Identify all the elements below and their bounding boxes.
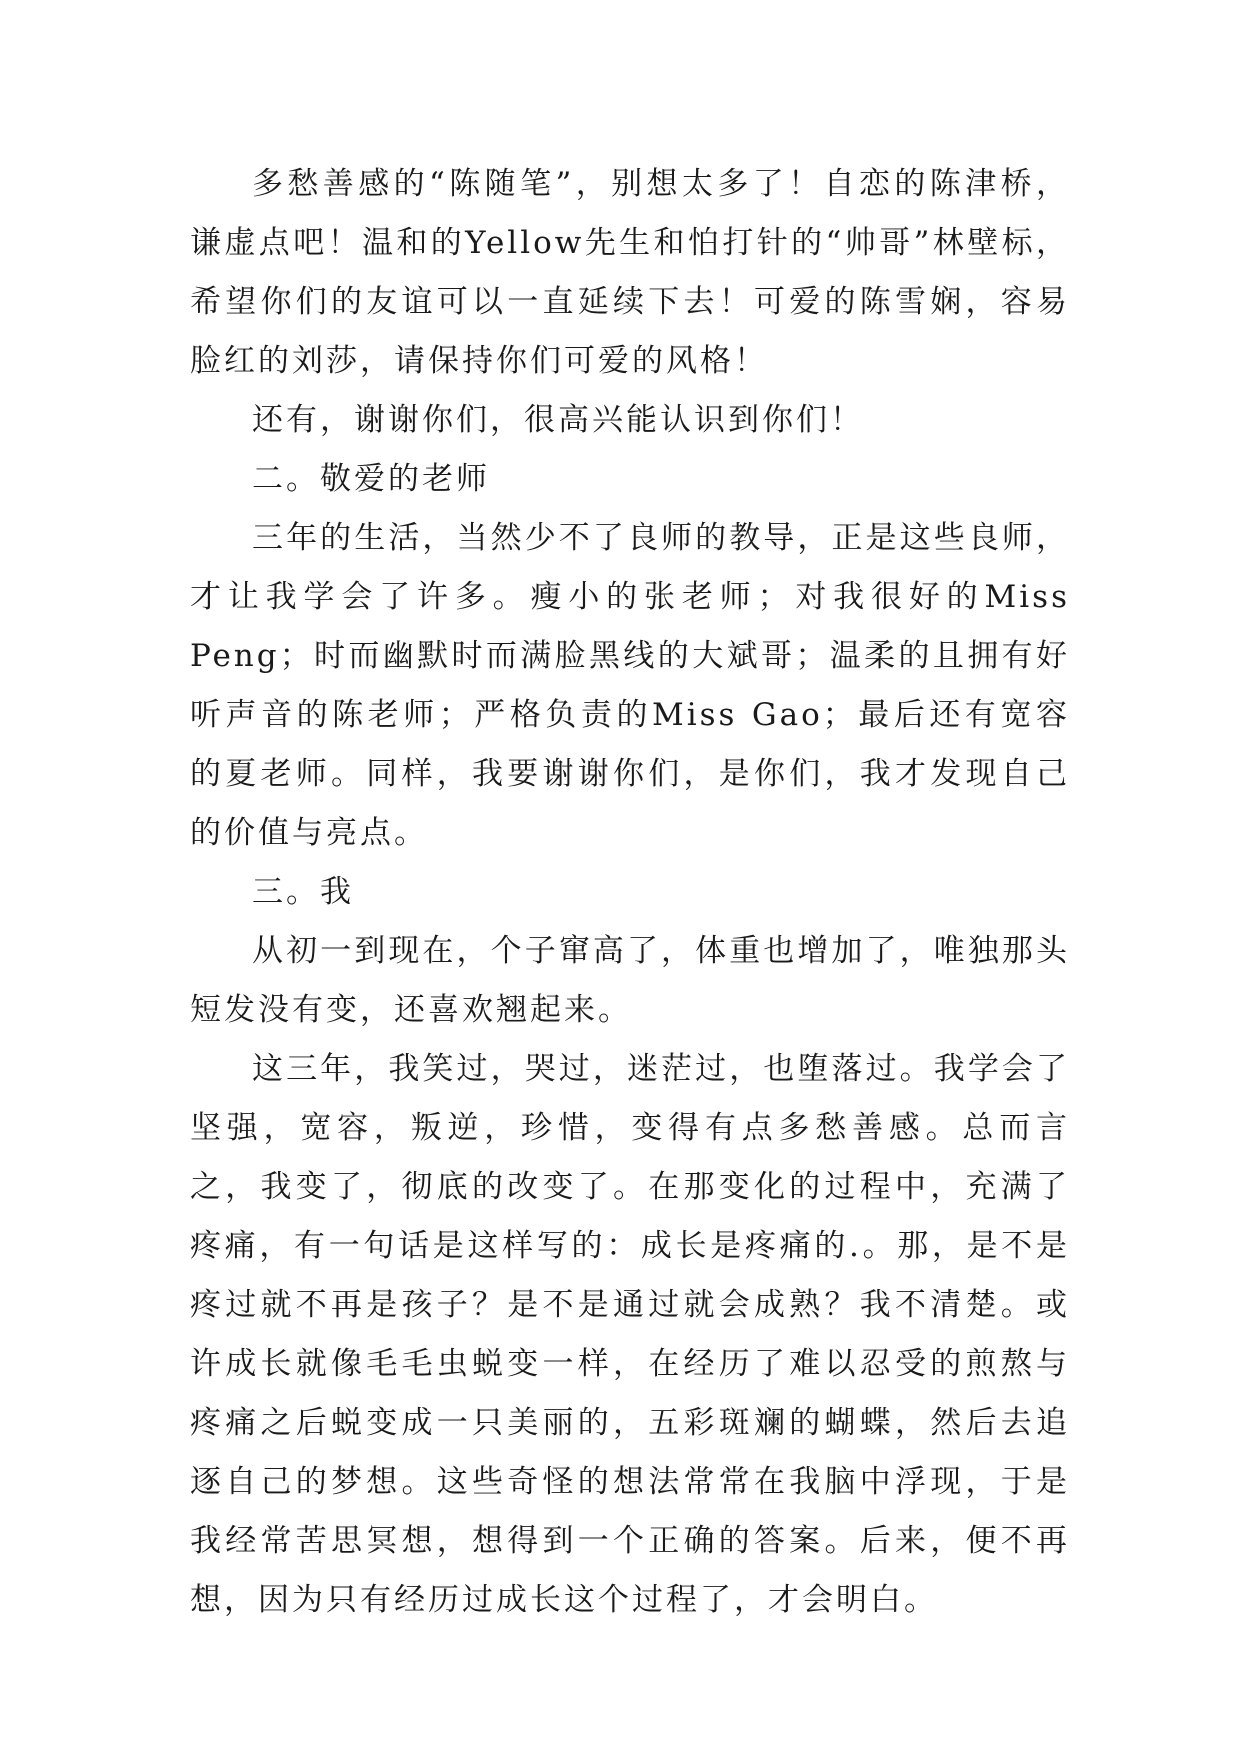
section-heading-teachers: 二。敬爱的老师 xyxy=(252,461,490,497)
paragraph-teachers: 三年的生活，当然少不了良师的教导，正是这些良师，才让我学会了许多。瘦小的张老师；对我很好的Miss Peng；时而幽默时而满脸黑线的大斌哥；温柔的且拥有好听声音的陈老师；严格负责的Miss Gao；最后还有宽容的夏老师。同样，我要谢谢你们，是你们，我才发现自己的价值与亮点。 xyxy=(190,520,1070,851)
paragraph-reflection: 这三年，我笑过，哭过，迷茫过，也堕落过。我学会了坚强，宽容，叛逆，珍惜，变得有点多愁善感。总而言之，我变了，彻底的改变了。在那变化的过程中，充满了疼痛，有一句话是这样写的：成长是疼痛的.。那，是不是疼过就不再是孩子？是不是通过就会成熟？我不清楚。或许成长就像毛毛虫蜕变一样，在经历了难以忍受的煎熬与疼痛之后蜕变成一只美丽的，五彩斑斓的蝴蝶，然后去追逐自己的梦想。这些奇怪的想法常常在我脑中浮现，于是我经常苦思冥想，想得到一个正确的答案。后来，便不再想，因为只有经历过成长这个过程了，才会明白。 xyxy=(190,1051,1070,1618)
section-heading-me: 三。我 xyxy=(252,874,354,910)
paragraph-growth: 从初一到现在，个子窜高了，体重也增加了，唯独那头短发没有变，还喜欢翘起来。 xyxy=(190,933,1070,1028)
document-body xyxy=(190,155,1070,1630)
paragraph-thanks: 还有，谢谢你们，很高兴能认识到你们！ xyxy=(252,402,864,438)
paragraph-friends: 多愁善感的“陈随笔”，别想太多了！自恋的陈津桥，谦虚点吧！温和的Yellow先生和怕打针的“帅哥”林壁标，希望你们的友谊可以一直延续下去！可爱的陈雪娴，容易脸红的刘莎，请保持你们可爱的风格！ xyxy=(190,166,1070,379)
